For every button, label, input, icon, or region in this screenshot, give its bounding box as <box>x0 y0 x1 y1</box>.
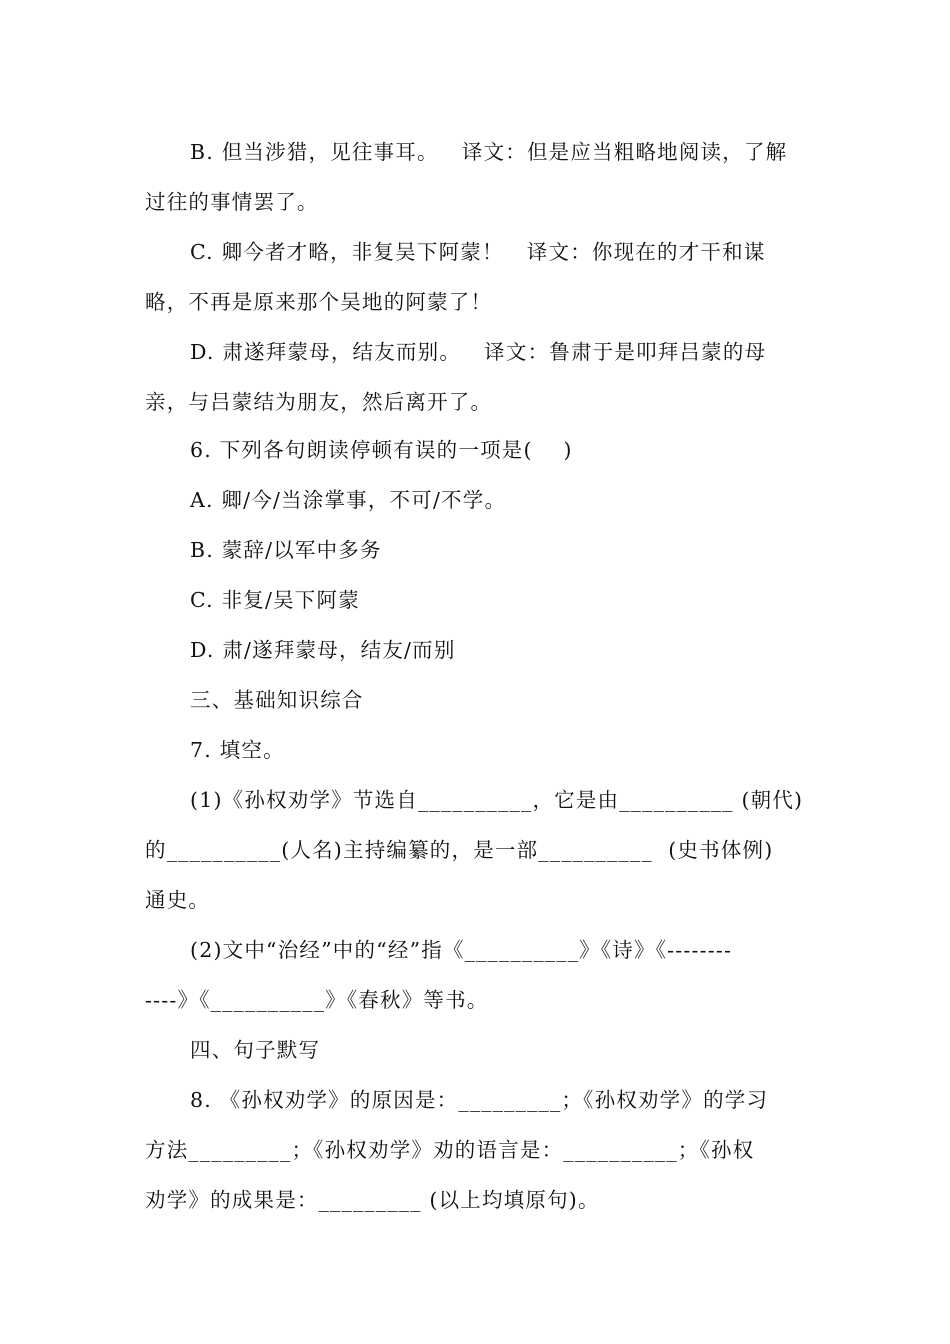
translation-d-line2: 亲，与吕蒙结为朋友，然后离开了。 <box>145 390 493 414</box>
question-6-option-c: C. 非复/吴下阿蒙 <box>190 588 360 612</box>
translation-b-line2: 过往的事情罢了。 <box>145 190 319 214</box>
translation-d-line1: D. 肃遂拜蒙母，结友而别。 译文：鲁肃于是叩拜吕蒙的母 <box>190 340 767 364</box>
question-8-line3: 劝学》的成果是：_________ (以上均填原句)。 <box>145 1188 600 1212</box>
question-7-part1-line1: (1)《孙权劝学》节选自__________，它是由__________ (朝代) <box>190 788 804 812</box>
question-6-stem: 6. 下列各句朗读停顿有误的一项是( ) <box>190 438 573 462</box>
translation-c-line2: 略，不再是原来那个吴地的阿蒙了！ <box>145 290 493 314</box>
question-6-option-a: A. 卿/今/当涂掌事，不可/不学。 <box>190 488 507 512</box>
translation-c-line1: C. 卿今者才略，非复吴下阿蒙！ 译文：你现在的才干和谋 <box>190 240 766 264</box>
question-7-part2-line2: ----》《__________》《春秋》等书。 <box>145 988 489 1012</box>
question-6-option-b: B. 蒙辞/以军中多务 <box>190 538 382 562</box>
section-3-heading: 三、基础知识综合 <box>190 688 364 712</box>
question-7-part2-line1: (2)文中“治经”中的“经”指《__________》《诗》《-------- <box>190 938 733 962</box>
section-4-heading: 四、句子默写 <box>190 1038 321 1062</box>
question-7-stem: 7. 填空。 <box>190 738 285 762</box>
question-7-part1-line3: 通史。 <box>145 888 211 912</box>
question-8-line2: 方法_________；《孙权劝学》劝的语言是：__________；《孙权 <box>145 1138 755 1162</box>
translation-b-line1: B. 但当涉猎，见往事耳。 译文：但是应当粗略地阅读，了解 <box>190 140 788 164</box>
question-6-option-d: D. 肃/遂拜蒙母，结友/而别 <box>190 638 456 662</box>
question-7-part1-line2: 的__________(人名)主持编纂的，是一部__________ (史书体例) <box>145 838 774 862</box>
question-8-line1: 8. 《孙权劝学》的原因是：_________；《孙权劝学》的学习 <box>190 1088 769 1112</box>
